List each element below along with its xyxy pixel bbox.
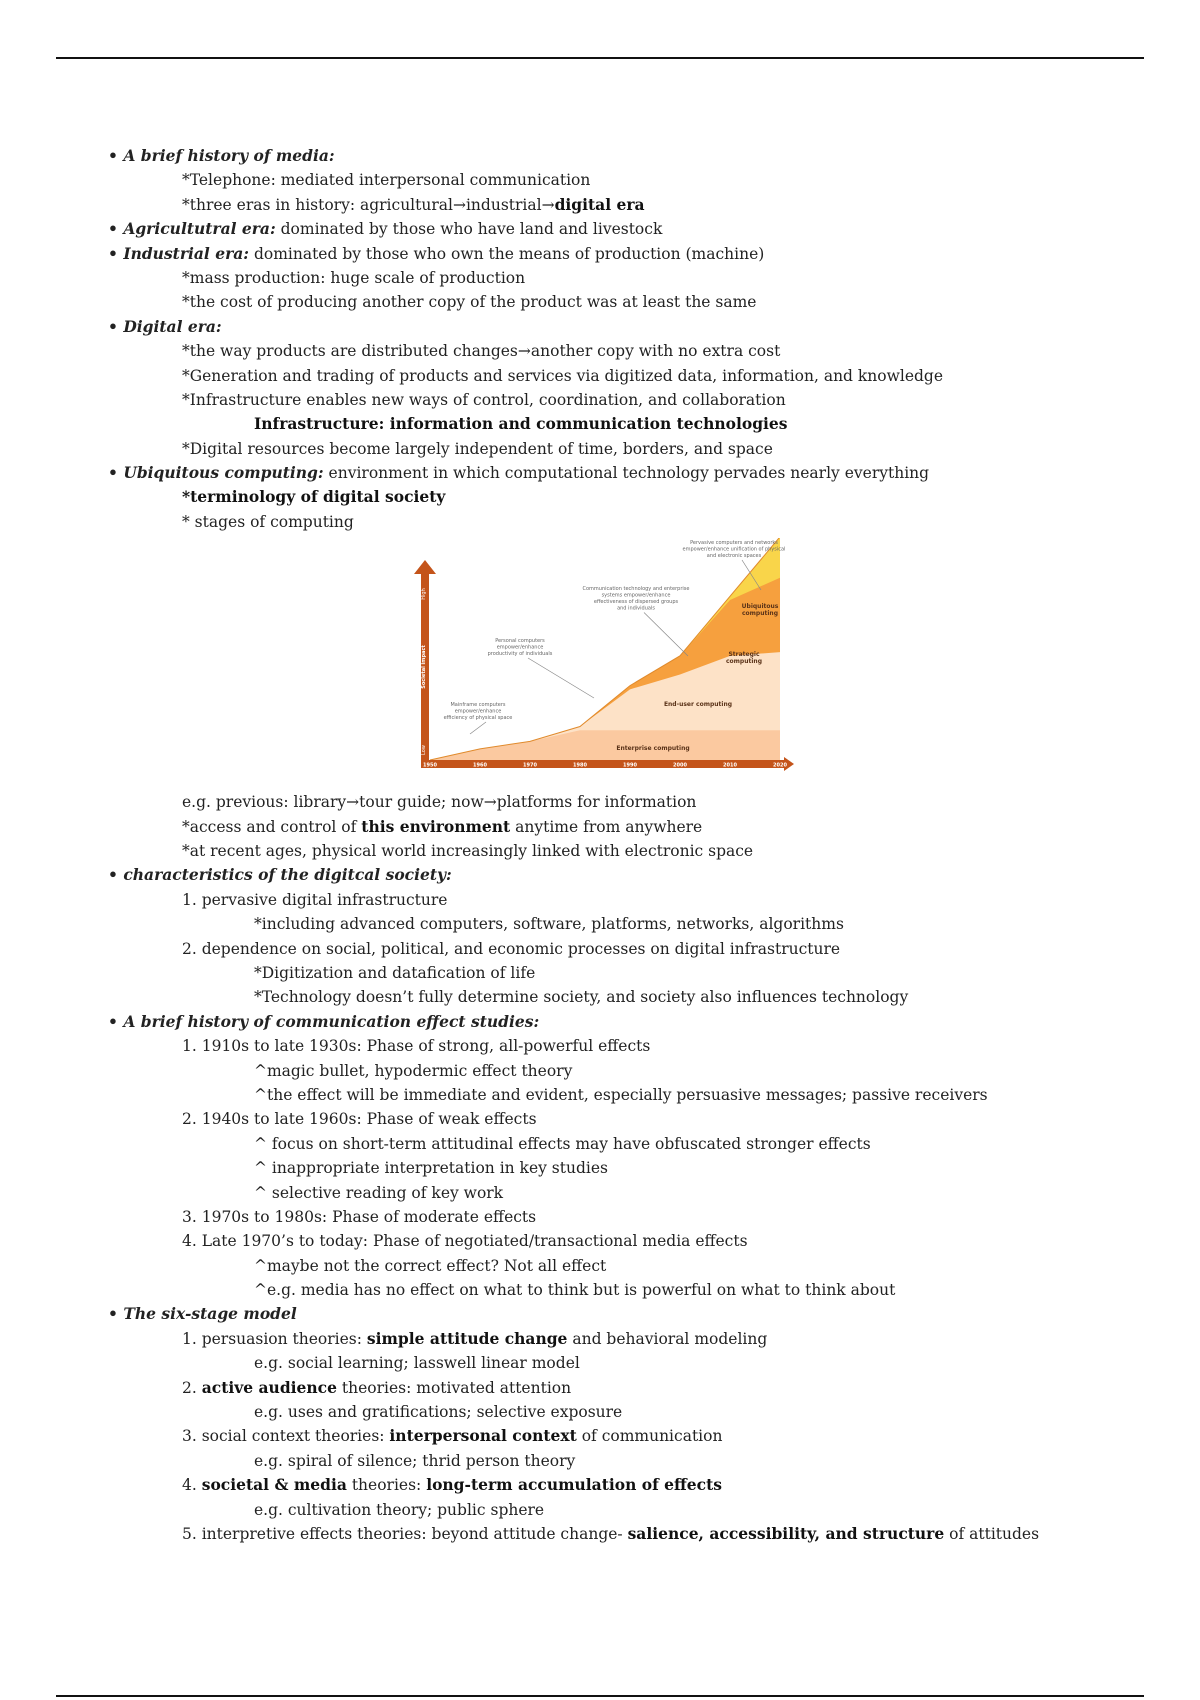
list-item: 1. 1910s to late 1930s: Phase of strong, all-powerful effects <box>182 1037 651 1056</box>
section-heading-effect-studies: • A brief history of communication effect studies: <box>108 1010 1168 1034</box>
band-label: computing <box>742 610 778 618</box>
note-line: *the cost of producing another copy of the product was at least the same <box>182 293 757 312</box>
list-item: 1. persuasion theories: simple attitude change and behavioral modeling <box>182 1328 768 1348</box>
note-line: *three eras in history: agricultural→industrial→digital era <box>182 194 645 214</box>
note-line: ^the effect will be immediate and evident, especially persuasive messages; passive receivers <box>254 1085 988 1104</box>
annotation-text: and electronic spaces <box>706 553 762 560</box>
arrow-icon: → <box>541 195 555 214</box>
annotation-text: productivity of individuals <box>487 651 553 658</box>
list-item: 5. interpretive effects theories: beyond attitude change- salience, accessibility, and structure of attitudes <box>182 1523 1040 1543</box>
y-high-label: High <box>421 588 427 600</box>
arrow-icon: → <box>346 793 360 812</box>
annotation-text: empower/enhance <box>454 708 502 715</box>
list-item: 4. societal & media theories: long-term accumulation of effects <box>182 1475 722 1495</box>
list-item: 3. social context theories: interpersonal context of communication <box>182 1426 723 1446</box>
note-line: *the way products are distributed changes→another copy with no extra cost <box>182 342 781 361</box>
note-line: ^maybe not the correct effect? Not all effect <box>254 1256 607 1275</box>
top-rule <box>56 57 1144 59</box>
band-label: Ubiquitous <box>741 603 779 611</box>
list-item: 2. dependence on social, political, and economic processes on digital infrastructure <box>182 939 841 958</box>
note-line: e.g. social learning; lasswell linear model <box>254 1354 580 1373</box>
section-heading-industrial: • Industrial era: dominated by those who own the means of production (machine) <box>108 242 1168 266</box>
annotation-text: Mainframe computers <box>450 702 506 709</box>
note-line: ^e.g. media has no effect on what to think but is powerful on what to think about <box>254 1281 896 1300</box>
note-line: e.g. uses and gratifications; selective exposure <box>254 1403 623 1422</box>
section-heading-ubiquitous: • Ubiquitous computing: environment in which computational technology pervades nearly everything <box>108 461 1168 485</box>
note-line: ^ focus on short-term attitudinal effects may have obfuscated stronger effects <box>254 1134 871 1153</box>
annotation-text: effectiveness of dispersed groups <box>593 599 679 606</box>
note-line: *Generation and trading of products and services via digitized data, information, and knowledge <box>182 366 944 385</box>
y-axis-label: Societal impact <box>421 645 427 690</box>
band-label: computing <box>726 658 762 666</box>
annotation-text: efficiency of physical space <box>443 715 513 722</box>
arrow-icon: → <box>517 342 531 361</box>
arrow-icon: → <box>483 793 497 812</box>
x-tick-label: 1960 <box>473 762 487 769</box>
note-line: ^ selective reading of key work <box>254 1183 504 1202</box>
note-line: *mass production: huge scale of production <box>182 268 526 287</box>
note-line: e.g. previous: library→tour guide; now→platforms for information <box>182 793 697 812</box>
x-tick-label: 1950 <box>423 762 437 769</box>
note-line: e.g. spiral of silence; thrid person theory <box>254 1451 576 1470</box>
note-line: * stages of computing <box>182 512 354 531</box>
annotation-text: empower/enhance <box>496 644 544 651</box>
note-line: *Digitization and datafication of life <box>254 963 536 982</box>
section-heading-agricultural: • Agricultutral era: dominated by those who have land and livestock <box>108 217 1168 241</box>
band-0 <box>430 730 780 760</box>
annotation-text: systems empower/enhance <box>601 592 671 599</box>
note-line: ^ inappropriate interpretation in key studies <box>254 1159 608 1178</box>
list-item: 1. pervasive digital infrastructure <box>182 890 448 909</box>
note-line: *Infrastructure enables new ways of control, coordination, and collaboration <box>182 390 786 409</box>
list-item: 4. Late 1970’s to today: Phase of negotiated/transactional media effects <box>182 1232 748 1251</box>
band-label: Enterprise computing <box>616 745 690 753</box>
note-line: *including advanced computers, software, platforms, networks, algorithms <box>254 915 844 934</box>
bottom-rule <box>56 1695 1144 1697</box>
note-line: *at recent ages, physical world increasingly linked with electronic space <box>182 842 754 861</box>
chart-svg <box>408 538 808 784</box>
section-heading-digital: • Digital era: <box>108 315 1168 339</box>
x-tick-label: 2000 <box>673 762 687 769</box>
band-label: Strategic <box>728 651 760 659</box>
x-tick-label: 2010 <box>723 762 737 769</box>
x-tick-label: 1980 <box>573 762 587 769</box>
notes-body <box>108 144 1168 1546</box>
list-item: 3. 1970s to 1980s: Phase of moderate effects <box>182 1207 537 1226</box>
note-line-bold: *terminology of digital society <box>182 487 446 507</box>
note-line: e.g. cultivation theory; public sphere <box>254 1500 545 1519</box>
x-tick-label: 1970 <box>523 762 537 769</box>
annotation-text: Pervasive computers and networks <box>690 540 778 547</box>
x-tick-label: 2020 <box>773 762 787 769</box>
note-line: ^magic bullet, hypodermic effect theory <box>254 1061 573 1080</box>
computing-stages-chart <box>108 538 1168 788</box>
annotation-leader <box>528 658 594 698</box>
annotation-text: empower/enhance unification of physical <box>682 546 786 553</box>
annotation-text: Communication technology and enterprise <box>582 586 690 593</box>
note-line: *access and control of this environment anytime from anywhere <box>182 816 703 836</box>
list-item: 2. 1940s to late 1960s: Phase of weak effects <box>182 1110 537 1129</box>
annotation-text: and individuals <box>617 605 655 612</box>
annotation-leader <box>644 613 688 657</box>
note-line: *Telephone: mediated interpersonal communication <box>182 171 591 190</box>
y-axis-arrow <box>414 560 436 574</box>
x-tick-label: 1990 <box>623 762 637 769</box>
arrow-icon: → <box>452 195 466 214</box>
note-line-bold: Infrastructure: information and communication technologies <box>254 414 788 434</box>
section-heading-six-stage: • The six-stage model <box>108 1302 1168 1326</box>
note-line: *Technology doesn’t fully determine society, and society also influences technology <box>254 988 909 1007</box>
list-item: 2. active audience theories: motivated attention <box>182 1377 572 1397</box>
section-heading-history: • A brief history of media: <box>108 144 1168 168</box>
annotation-text: Personal computers <box>495 638 545 645</box>
section-heading-characteristics: • characteristics of the digitcal society: <box>108 863 1168 887</box>
note-line: *Digital resources become largely independent of time, borders, and space <box>182 439 773 458</box>
band-label: End-user computing <box>663 701 733 709</box>
annotation-leader <box>470 722 486 734</box>
y-low-label: Low <box>421 745 427 756</box>
